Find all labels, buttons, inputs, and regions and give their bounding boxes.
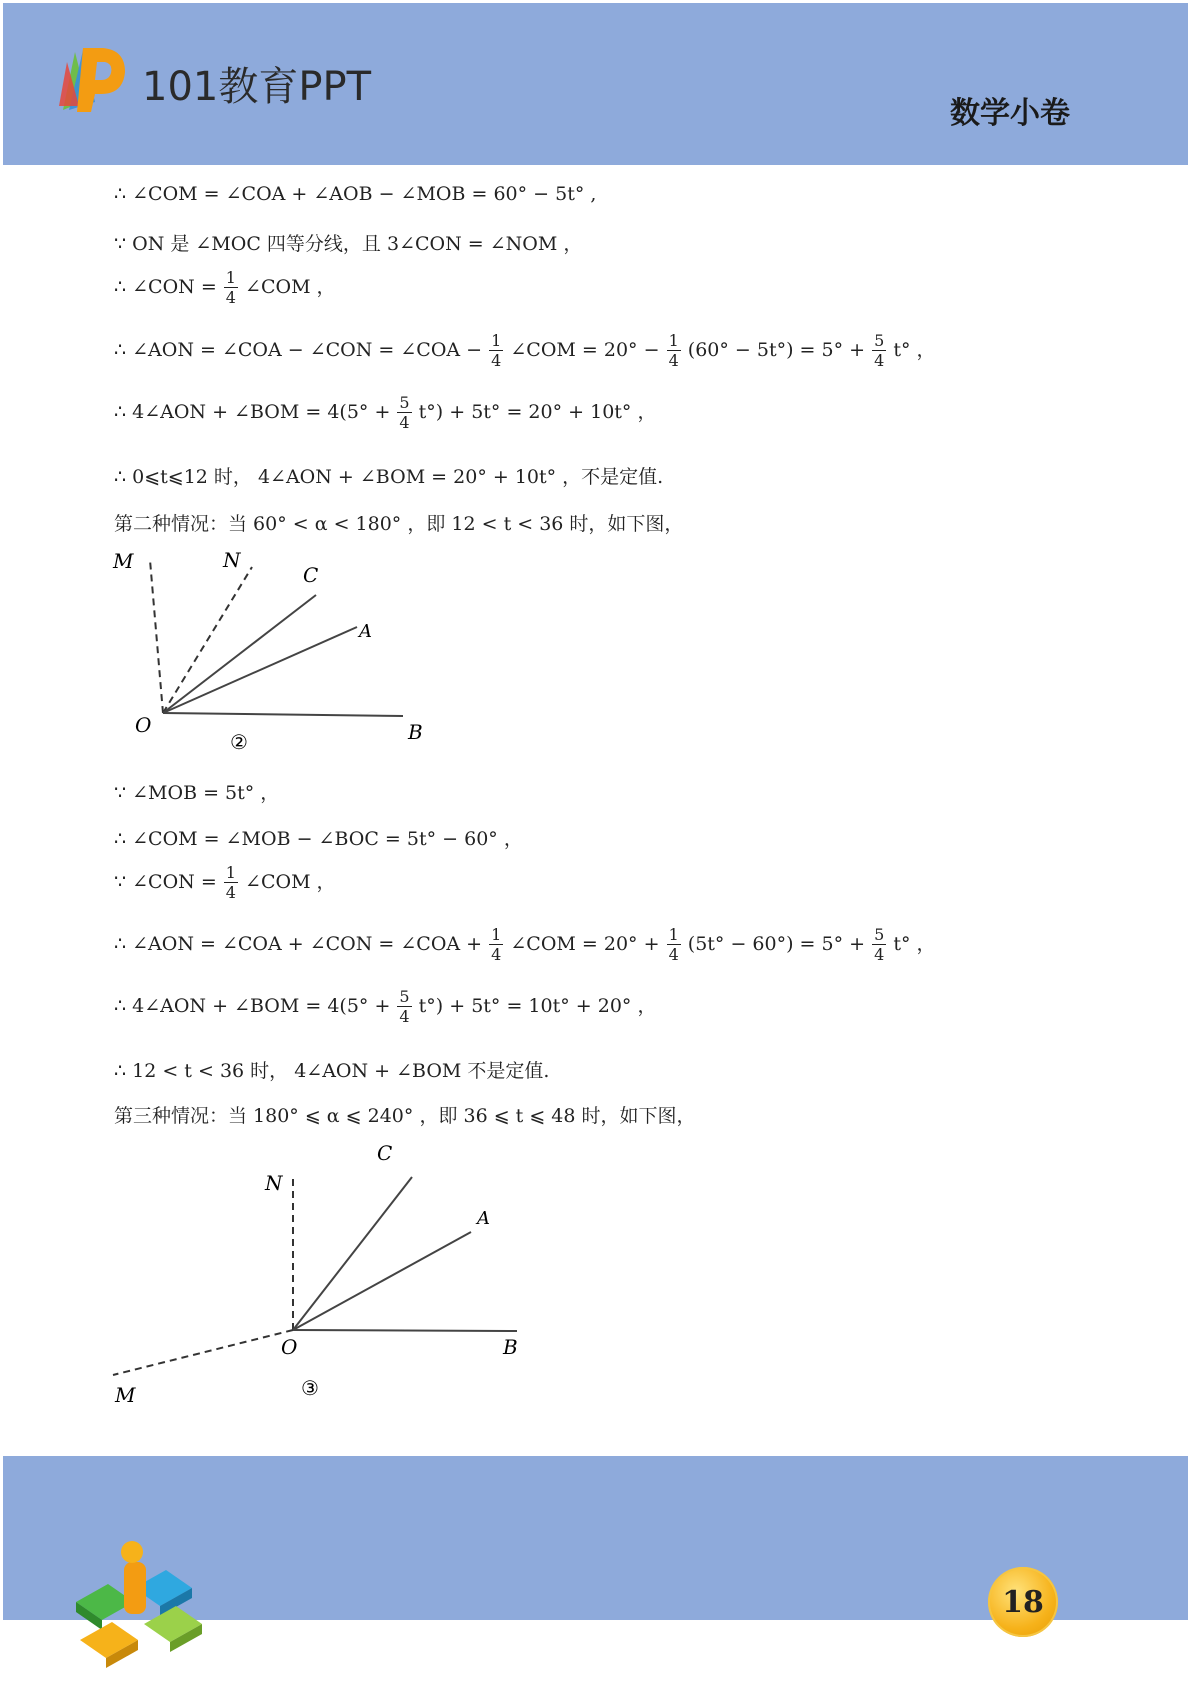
ray-OA xyxy=(163,627,357,713)
solution-line-2: ∵ ON 是 ∠MOC 四等分线，且 3∠CON = ∠NOM ， xyxy=(114,233,583,255)
brand-name: 101教育PPT xyxy=(142,64,372,110)
ray-OM xyxy=(113,1330,293,1375)
solution-line-11: ∴ 4∠AON + ∠BOM = 4(5° + $\frac{5}{4}$ t°) + 5t° = 10t° + 20° ， xyxy=(114,987,657,1026)
solution-line-8: ∴ ∠COM = ∠MOB − ∠BOC = 5t° − 60° ， xyxy=(114,828,523,850)
solution-line-12: ∴ 12 < t < 36 时， 4∠AON + ∠BOM 不是定值. xyxy=(114,1060,550,1082)
geometry-figure-2 xyxy=(105,545,435,760)
ray-OB xyxy=(293,1330,517,1331)
ray-OB xyxy=(163,713,403,716)
ray-OC xyxy=(293,1177,412,1330)
solution-line-1: ∴ ∠COM = ∠COA + ∠AOB − ∠MOB = 60° − 5t° , xyxy=(114,183,597,205)
ray-ON xyxy=(163,567,252,713)
document-label: 数学小卷 xyxy=(950,96,1070,131)
brand-logo xyxy=(55,40,135,120)
solution-line-10: ∴ ∠AON = ∠COA + ∠CON = ∠COA + $\frac{1}{4}$ ∠COM = 20° + $\frac{1}{4}$ (5t° − 60°) = 5° + $\frac{5}{4}$ t° ， xyxy=(114,925,936,964)
figure-number: ③ xyxy=(301,1376,319,1400)
label-O: O xyxy=(281,1335,298,1359)
label-N: N xyxy=(265,1171,283,1195)
label-M: M xyxy=(113,549,134,573)
label-C: C xyxy=(303,563,319,587)
label-A: A xyxy=(359,621,372,642)
ray-OA xyxy=(293,1232,471,1330)
label-B: B xyxy=(503,1335,518,1359)
label-B: B xyxy=(408,720,423,744)
label-N: N xyxy=(223,548,241,572)
case-two-intro: 第二种情况：当 60° < α < 180° ，即 12 < t < 36 时，如下图， xyxy=(114,513,684,535)
mascot-logo xyxy=(68,1540,218,1670)
label-C: C xyxy=(377,1141,393,1165)
label-O: O xyxy=(135,713,152,737)
case-three-intro: 第三种情况：当 180° ⩽ α ⩽ 240° ，即 36 ⩽ t ⩽ 48 时，如下图， xyxy=(114,1105,696,1127)
solution-line-7: ∵ ∠MOB = 5t° ， xyxy=(114,782,280,804)
label-M: M xyxy=(115,1383,136,1407)
geometry-figure-3 xyxy=(105,1140,535,1410)
label-A: A xyxy=(477,1208,490,1229)
page-number-badge: 18 xyxy=(988,1567,1058,1637)
solution-line-3: ∴ ∠CON = $\frac{1}{4}$ ∠COM ， xyxy=(114,268,336,307)
figure-number: ② xyxy=(230,730,248,754)
solution-line-9: ∵ ∠CON = $\frac{1}{4}$ ∠COM ， xyxy=(114,863,336,902)
solution-line-6: ∴ 0⩽t⩽12 时， 4∠AON + ∠BOM = 20° + 10t° ，不是定值. xyxy=(114,466,664,488)
solution-line-5: ∴ 4∠AON + ∠BOM = 4(5° + $\frac{5}{4}$ t°) + 5t° = 20° + 10t° ， xyxy=(114,393,657,432)
ray-OC xyxy=(163,595,316,713)
solution-line-4: ∴ ∠AON = ∠COA − ∠CON = ∠COA − $\frac{1}{4}$ ∠COM = 20° − $\frac{1}{4}$ (60° − 5t°) = 5° + $\frac{5}{4}$ t° ， xyxy=(114,331,936,370)
fraction: $\frac{1}{4}$ xyxy=(225,268,236,307)
ray-OM xyxy=(150,560,163,713)
